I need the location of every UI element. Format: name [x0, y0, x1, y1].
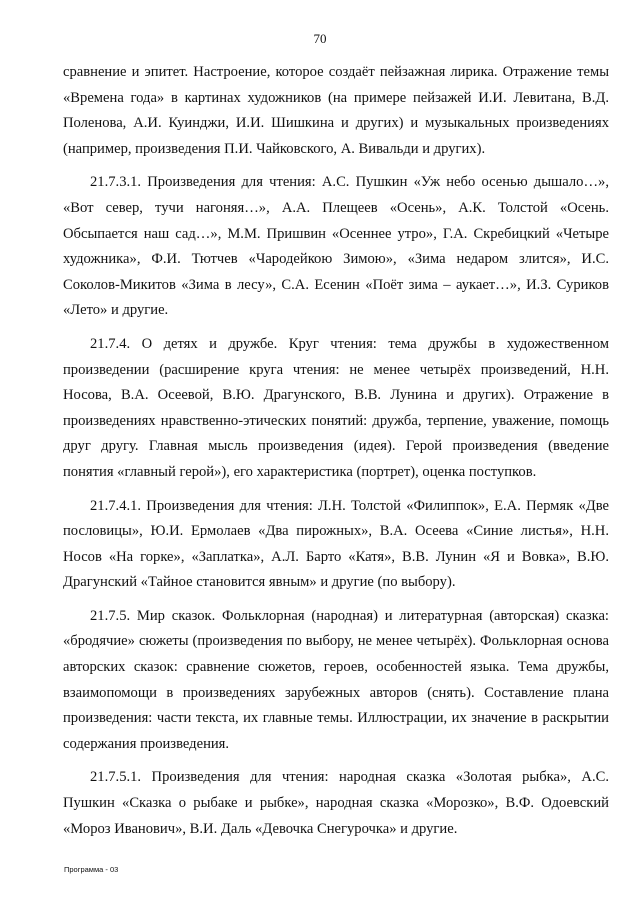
paragraph-21-7-5-1: 21.7.5.1. Произведения для чтения: народная сказка «Золотая рыбка», А.С. Пушкин «Сказка о рыбаке и рыбке», народная сказка «Морозко», В.Ф. Одоевский «Мороз Иванович», В.И. Даль «Девочка Снегурочка» и другие. — [63, 769, 609, 837]
paragraph-21-7-5: 21.7.5. Мир сказок. Фольклорная (народная) и литературная (авторская) сказка: «бродячие» сюжеты (произведения по выбору, не менее четырёх). Фольклорная основа авторских сказок: сравнение сюжетов, героев, особенностей языка. Тема дружбы, взаимопомощи в произведениях зарубежных авторов (снять). Составление плана произведения: части текста, их главные темы. Иллюстрации, их значение в раскрытии содержания произведения. — [63, 607, 609, 752]
paragraph-continuation: сравнение и эпитет. Настроение, которое создаёт пейзажная лирика. Отражение темы «Времена года» в картинах художников (на примере пейзажей И.И. Левитана, В.Д. Поленова, А.И. Куинджи, И.И. Шишкина и других) и музыкальных произведениях (например, произведения П.И. Чайковского, А. Вивальди и других). — [63, 64, 609, 157]
paragraph-21-7-3-1: 21.7.3.1. Произведения для чтения: А.С. Пушкин «Уж небо осенью дышало…», «Вот север, тучи нагоняя…», А.А. Плещеев «Осень», А.К. Толстой «Осень. Обсыпается наш сад…», М.М. Пришвин «Осеннее утро», Г.А. Скребицкий «Четыре художника», Ф.И. Тютчев «Чародейкою Зимою», «Зима недаром злится», И.С. Соколов-Микитов «Зима в лесу», С.А. Есенин «Поёт зима – аукает…», И.З. Суриков «Лето» и другие. — [63, 174, 609, 319]
paragraph-21-7-4-1: 21.7.4.1. Произведения для чтения: Л.Н. Толстой «Филиппок», Е.А. Пермяк «Две пословицы», Ю.И. Ермолаев «Два пирожных», В.А. Осеева «Синие листья», Н.Н. Носов «На горке», «Заплатка», А.Л. Барто «Катя», В.В. Лунин «Я и Вовка», В.Ю. Драгунский «Тайное становится явным» и другие (по выбору). — [63, 497, 609, 591]
page-footer: Программа - 03 — [64, 865, 119, 874]
page-number: 70 — [313, 31, 327, 46]
document-body — [63, 60, 609, 850]
paragraph-21-7-4: 21.7.4. О детях и дружбе. Круг чтения: тема дружбы в художественном произведении (расширение круга чтения: не менее четырёх произведений, Н.Н. Носова, В.А. Осеевой, В.Ю. Драгунского, В.В. Лунина и других). Отражение в произведениях нравственно-этических понятий: дружба, терпение, уважение, помощь друг другу. Главная мысль произведения (идея). Герой произведения (введение понятия «главный герой»), его характеристика (портрет), оценка поступков. — [63, 335, 609, 480]
